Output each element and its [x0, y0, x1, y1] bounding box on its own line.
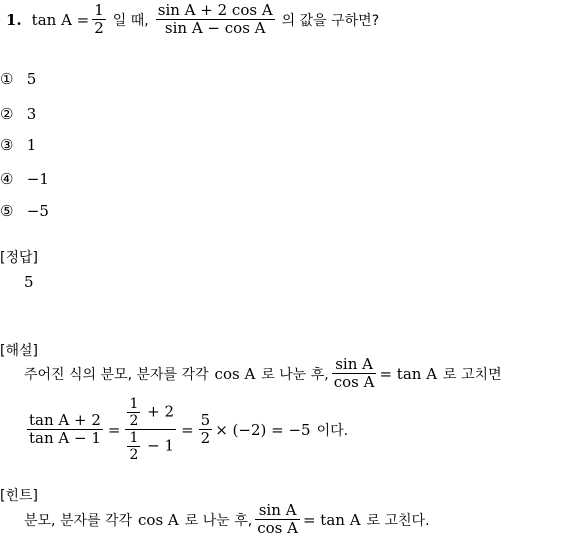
question-condition-suffix: 일 때, — [112, 12, 149, 29]
explanation-line2-fraction — [27, 412, 103, 448]
choice-mark-2: ② — [0, 105, 14, 123]
answer-value: 5 — [24, 273, 34, 291]
explanation-line2-frac-den: tan A − 1 — [29, 429, 101, 448]
choice-item-1[interactable] — [0, 70, 36, 88]
choice-mark-5: ⑤ — [0, 202, 14, 220]
complex-num-half-top: 1 — [129, 396, 139, 412]
explanation-line2-frac-num: tan A + 2 — [29, 410, 101, 429]
hint-fraction — [255, 502, 300, 538]
explanation-line1-prefix: 주어진 식의 분모, 분자를 각각 — [24, 366, 209, 383]
explanation-line2-tail: × (−2) = −5 — [215, 420, 311, 439]
choice-item-3[interactable] — [0, 136, 36, 154]
choice-value-3: 1 — [26, 136, 37, 154]
explanation-line1-frac-den: cos A — [333, 373, 375, 392]
explanation-complex-fraction — [125, 396, 176, 463]
explanation-label: [해설] — [0, 343, 38, 359]
hint-line — [24, 502, 430, 538]
question-half-num: 1 — [94, 1, 104, 19]
hint-line-mid: 로 나눈 후, — [184, 512, 253, 529]
explanation-line-2 — [24, 396, 348, 463]
question-line — [6, 2, 379, 38]
question-expr-den: sin A − cos A — [164, 19, 266, 38]
complex-num-plus: + 2 — [147, 402, 175, 421]
choice-value-4: −1 — [26, 170, 49, 188]
explanation-line1-frac-num: sin A — [335, 355, 373, 373]
question-expression-fraction — [156, 2, 275, 38]
question-half-den: 2 — [94, 19, 104, 38]
choice-mark-4: ④ — [0, 170, 14, 188]
explanation-line2-suffix: 이다. — [316, 422, 349, 439]
hint-line-cos: cos A — [138, 510, 179, 529]
question-prompt: 의 값을 구하면? — [281, 12, 380, 29]
choice-mark-1: ① — [0, 70, 14, 88]
choice-item-2[interactable] — [0, 105, 36, 123]
five-halves-num: 5 — [200, 410, 211, 429]
explanation-line1-suffix: 로 고치면 — [443, 366, 502, 383]
explanation-line1-mid: 로 나눈 후, — [261, 366, 329, 383]
explanation-line1-fraction — [332, 356, 377, 392]
hint-line-prefix: 분모, 분자를 각각 — [24, 512, 133, 529]
explanation-line1-cos: cos A — [214, 364, 256, 383]
choice-mark-3: ③ — [0, 136, 14, 154]
explanation-line1-eq: = tan A — [379, 364, 438, 383]
question-half-fraction — [92, 2, 106, 38]
choice-value-5: −5 — [26, 202, 49, 220]
explanation-line-1 — [24, 356, 502, 392]
hint-eq: = tan A — [302, 510, 361, 529]
choice-value-1: 5 — [26, 70, 37, 88]
question-number: 1. — [6, 10, 22, 29]
hint-label: [힌트] — [0, 488, 38, 504]
complex-num-half — [127, 396, 140, 429]
explanation-line2-eq1: = — [107, 420, 121, 439]
explanation-line2-eq2: = — [181, 420, 194, 439]
hint-frac-den: cos A — [257, 519, 298, 538]
choice-item-5[interactable] — [0, 202, 49, 220]
complex-den-half-bottom: 2 — [129, 447, 139, 464]
complex-den-half — [127, 430, 140, 463]
choice-item-4[interactable] — [0, 170, 49, 188]
answer-label: [정답] — [0, 250, 38, 266]
complex-num-half-bottom: 2 — [129, 413, 139, 430]
choice-value-2: 3 — [26, 105, 37, 123]
question-tan-lhs: tan A = — [31, 10, 90, 29]
complex-den-half-top: 1 — [129, 430, 139, 447]
complex-den-minus: − 1 — [147, 436, 175, 455]
five-halves-den: 2 — [200, 429, 211, 448]
hint-frac-num: sin A — [258, 501, 297, 519]
explanation-complex-numerator — [125, 396, 176, 429]
explanation-complex-denominator — [125, 430, 176, 463]
explanation-five-halves — [199, 412, 213, 448]
hint-suffix: 로 고친다. — [366, 512, 430, 529]
question-expr-num: sin A + 2 cos A — [157, 1, 273, 19]
